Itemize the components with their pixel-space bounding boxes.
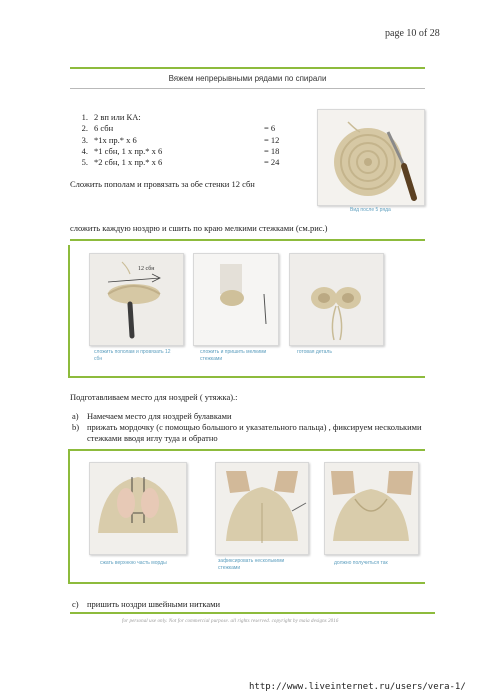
photo1-caption: Вид после 5 ряда	[350, 207, 391, 213]
list-item: c) пришить ноздри швейными нитками	[72, 599, 221, 609]
row1-left-bar	[68, 245, 70, 377]
crochet-circle-image	[318, 110, 424, 205]
list-item: b) прижать мордочку (с помощью большого и указательного пальца) , фиксируем несколькими стежками вводя иглу туда и обратно	[72, 422, 422, 443]
step-row: 2. 6 сбн = 6	[81, 123, 276, 134]
row2-caption-press: сжать верхнюю часть морды	[100, 560, 167, 566]
row1-caption-sew: сложить и пришить мелкими стежками	[200, 349, 267, 362]
press-photo-image	[90, 463, 186, 554]
footer-rule	[70, 612, 435, 614]
fix-photo-image	[216, 463, 308, 554]
row1-bottom-rule	[68, 376, 425, 378]
step-row: 4. *1 сбн, 1 х пр.* х 6 = 18	[81, 145, 280, 156]
source-url: http://www.liveinternet.ru/users/vera-1/	[249, 682, 466, 692]
row1-photo-fold	[89, 253, 184, 346]
header-top-rule	[70, 67, 425, 69]
row2-left-bar	[68, 449, 70, 583]
step-row: 1. 2 вп или КА:	[81, 112, 141, 122]
sew-photo-image	[194, 254, 278, 345]
fold-note: Сложить пополам и провязать за обе стенки 12 сбн	[70, 179, 255, 189]
header-bottom-rule	[70, 88, 425, 89]
row2-caption-result: должно получиться так	[334, 560, 388, 566]
step-row: 3. *1х пр.* х 6 = 12	[81, 134, 280, 145]
row2-top-rule	[70, 449, 425, 451]
row1-caption-ready: готовая деталь	[297, 349, 332, 355]
result-photo-image	[325, 463, 418, 554]
ready-photo-image	[290, 254, 383, 345]
row2-photo-press	[89, 462, 187, 555]
section-title: Вяжем непрерывными рядами по спирали	[168, 74, 327, 83]
row1-photo-ready	[289, 253, 384, 346]
row2-photo-fix	[215, 462, 309, 555]
prep-note: Подготавливаем место для ноздрей ( утяжка).:	[70, 392, 238, 402]
fold-photo-image	[90, 254, 183, 345]
measure-label: 12 сбн	[138, 266, 155, 272]
sew-note-rule	[70, 239, 425, 241]
list-item: a) Намечаем место для ноздрей булавками	[72, 411, 232, 421]
row1-caption-fold: сложить пополам и провязать 12 сбн	[94, 349, 171, 362]
crochet-circle-photo	[317, 109, 425, 206]
step-row: 5. *2 сбн, 1 х пр.* х 6 = 24	[81, 157, 280, 168]
steps-list	[72, 112, 304, 168]
page-number: page 10 of 28	[385, 28, 440, 39]
row2-bottom-rule	[68, 582, 425, 584]
row2-caption-fix: зафиксировать несколькими стежками	[218, 558, 285, 571]
sew-note: сложить каждую ноздрю и сшить по краю мелкими стежками (см.рис.)	[70, 223, 328, 233]
row2-photo-result	[324, 462, 419, 555]
copyright-footer: for personal use only. Not for commercial purpose. all rights reserved. copyright by maia designs 2016	[122, 619, 339, 624]
row1-photo-sew	[193, 253, 279, 346]
